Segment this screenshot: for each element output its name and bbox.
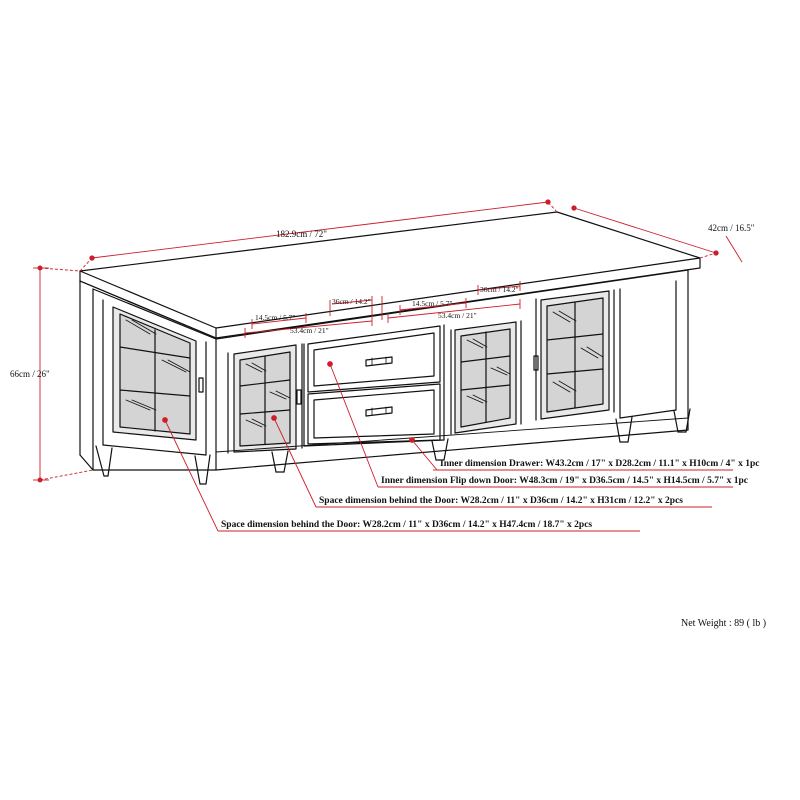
callout-flip-down-door: Inner dimension Flip down Door: W48.3cm / 19" x D36.5cm / 14.5" x H14.5cm / 5.7" x 1pc xyxy=(381,476,748,486)
dimension-inner-c-small: 14.5cm / 5.7" xyxy=(412,299,453,308)
callout-space-behind-door-lower: Space dimension behind the Door: W28.2cm / 11" x D36cm / 14.2" x H47.4cm / 18.7" x 2pcs xyxy=(221,520,593,530)
dimension-inner-d-small: 36cm / 14.2" xyxy=(480,285,519,294)
dimension-height-left: 66cm / 26" xyxy=(10,369,50,379)
dimension-inner-c-wide: 53.4cm / 21" xyxy=(438,311,477,320)
dimension-inner-a-wide: 53.4cm / 21" xyxy=(290,326,329,335)
net-weight-label: Net Weight : 89 ( lb ) xyxy=(681,618,767,629)
callout-space-behind-door-upper: Space dimension behind the Door: W28.2cm / 11" x D36cm / 14.2" x H31cm / 12.2" x 2pcs xyxy=(319,496,683,506)
dimension-inner-a-small: 14.5cm / 5.7" xyxy=(255,313,296,322)
dimension-depth-top: 42cm / 16.5" xyxy=(708,223,755,233)
callout-drawer: Inner dimension Drawer: W43.2cm / 17" x D28.2cm / 11.1" x H10cm / 4" x 1pc xyxy=(440,459,760,469)
dimension-inner-b-small: 36cm / 14.2" xyxy=(332,297,371,306)
dimension-width-top: 182.9cm / 72" xyxy=(276,229,327,239)
